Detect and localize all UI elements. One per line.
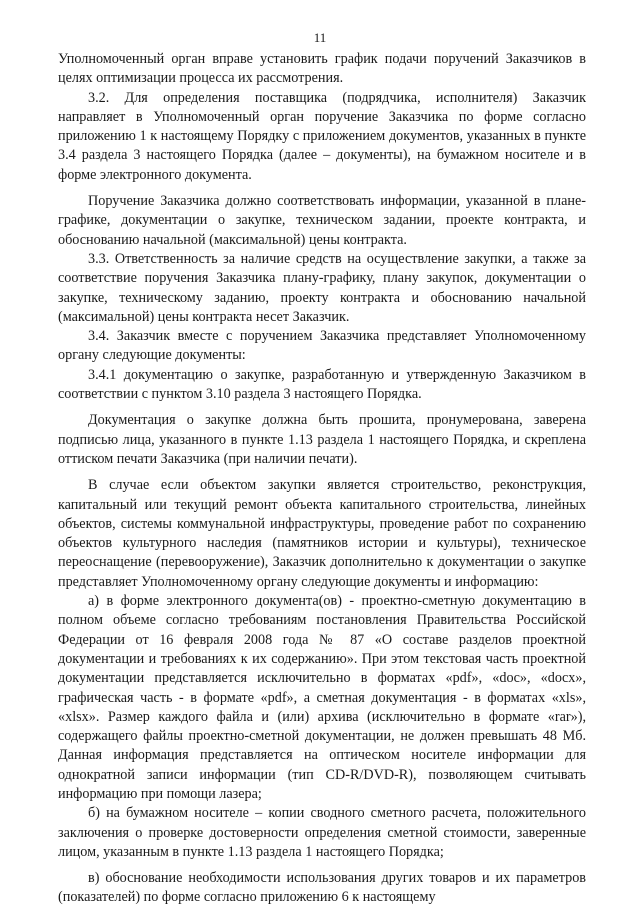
- document-body: [58, 50, 586, 908]
- list-item-a: а) в форме электронного документа(ов) - проектно-сметную документацию в полном объеме согласно требованиям постановления Правительства Российской Федерации от 16 февраля 2008 года № 87 «О составе разделов проектной документации и требованиях к их содержанию». При этом текстовая часть проектной документации представляется исключительно в форматах «pdf», «doc», «docx», графическая часть - в формате «pdf», а сметная документация - в форматах «xls», «xlsx». Размер каждого файла и (или) архива (исключительно в формате «rar»), содержащего файлы проектно-сметной документации, не должен превышать 48 Мб. Данная информация представляется на оптическом носителе информации для однократной записи информации (тип CD-R/DVD-R), позволяющем считывать информацию при помощи лазера;: [58, 593, 586, 802]
- paragraph-order-compliance: Поручение Заказчика должно соответствовать информации, указанной в плане-графике, документации о закупке, техническом задании, проекте контракта, и обоснованию начальной (максимальной) цены контракта.: [58, 193, 586, 248]
- paragraph-3-4: 3.4. Заказчик вместе с поручением Заказчика представляет Уполномоченному органу следующие документы:: [58, 328, 586, 364]
- paragraph-documentation-binding: Документация о закупке должна быть прошита, пронумерована, заверена подписью лица, указанного в пункте 1.13 раздела 1 настоящего Порядка, и скреплена оттиском печати Заказчика (при наличии печати).: [58, 412, 586, 467]
- list-item-v: в) обоснование необходимости использования других товаров и их параметров (показателей) по форме согласно приложению 6 к настоящему: [58, 870, 586, 906]
- paragraph-schedule: Уполномоченный орган вправе установить график подачи поручений Заказчиков в целях оптимизации процесса их рассмотрения.: [58, 51, 586, 87]
- paragraph-3-2: 3.2. Для определения поставщика (подрядчика, исполнителя) Заказчик направляет в Уполномоченный орган поручение Заказчика по форме согласно приложению 1 к настоящему Порядку с приложением документов, указанных в пункте 3.4 раздела 3 настоящего Порядка (далее – документы), на бумажном носителе и в форме электронного документа.: [58, 89, 586, 183]
- paragraph-3-4-1: 3.4.1 документацию о закупке, разработанную и утвержденную Заказчиком в соответствии с пунктом 3.10 раздела 3 настоящего Порядка.: [58, 366, 586, 403]
- list-item-b: б) на бумажном носителе – копии сводного сметного расчета, положительного заключения о проверке достоверности определения сметной стоимости, заверенные лицом, указанным в пункте 1.13 раздела 1 настоящего Порядка;: [58, 805, 586, 860]
- page-number: 11: [313, 30, 327, 45]
- paragraph-3-3: 3.3. Ответственность за наличие средств на осуществление закупки, а также за соответствие поручения Заказчика плану-графику, плану закупок, документации о закупке, техническому заданию, проекту контракта и обоснованию начальной (максимальной) цены контракта несет Заказчик.: [58, 250, 586, 325]
- paragraph-construction-case: В случае если объектом закупки является строительство, реконструкция, капитальный или текущий ремонт объекта капитального строительства, линейных объектов, системы коммунальной инфраструктуры, проведение работ по сохранению объектов культурного наследия (памятников истории и культуры), техническое переоснащение (перевооружение), Заказчик дополнительно к документации о закупке представляет Уполномоченному органу следующие документы и информацию:: [58, 477, 586, 590]
